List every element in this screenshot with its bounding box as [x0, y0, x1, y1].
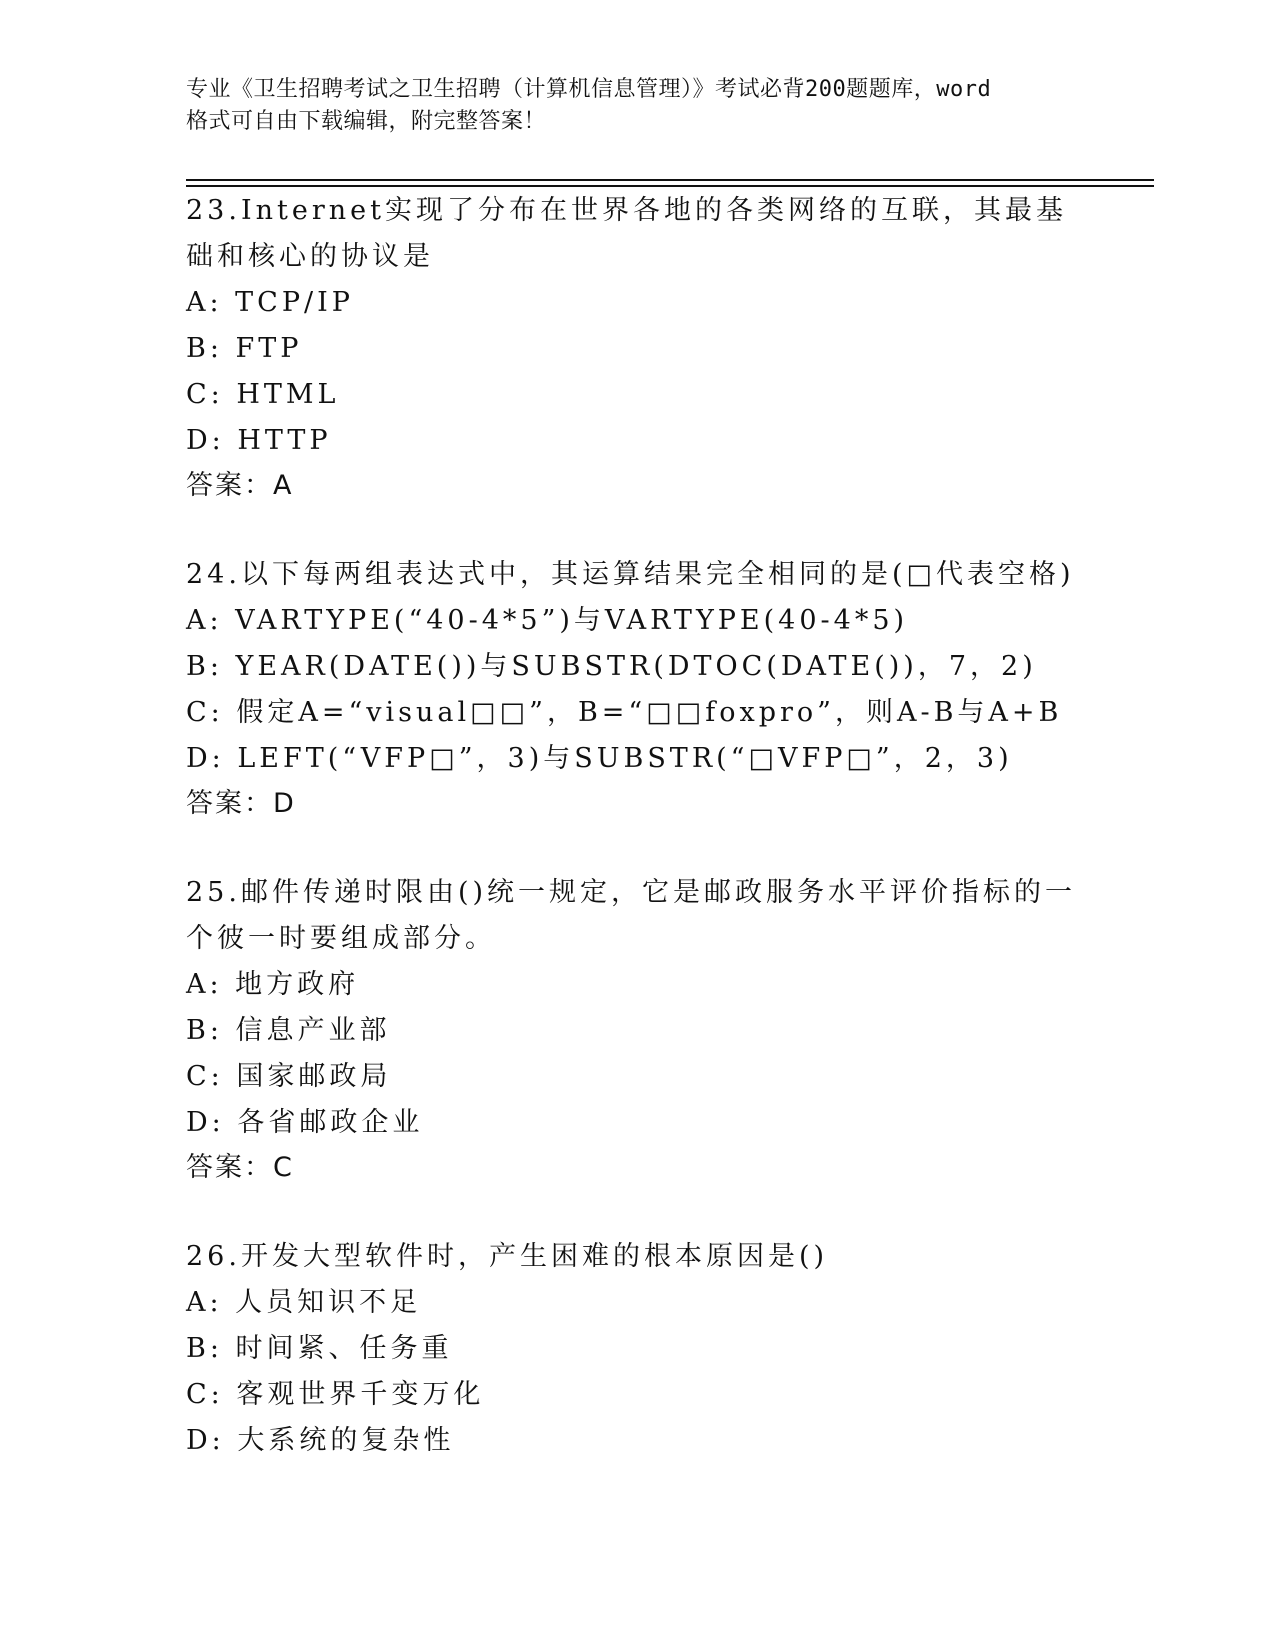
option-a: A: VARTYPE(“40-4*5”)与VARTYPE(40-4*5)	[186, 605, 909, 636]
option-a: A: 人员知识不足	[186, 1287, 422, 1318]
option-b: B: 时间紧、任务重	[186, 1333, 453, 1364]
header-line-2: 格式可自由下载编辑，附完整答案！	[186, 109, 547, 134]
option-c: C: 客观世界千变万化	[186, 1379, 485, 1410]
option-a: A: 地方政府	[186, 969, 360, 1000]
header-line-1: 专业《卫生招聘考试之卫生招聘（计算机信息管理）》考试必背200题题库，word	[186, 77, 992, 102]
answer: 答案：A	[186, 470, 294, 501]
header-rule-top	[186, 179, 1154, 181]
answer: 答案：D	[186, 788, 296, 819]
question-stem: 25.邮件传递时限由()统一规定，它是邮政服务水平评价指标的一个彼一时要组成部分。	[186, 877, 1077, 954]
option-d: D: HTTP	[186, 425, 332, 456]
option-c: C: 国家邮政局	[186, 1061, 392, 1092]
option-d: D: LEFT(“VFP□”，3)与SUBSTR(“□VFP□”，2，3)	[186, 743, 1013, 774]
question-stem: 26.开发大型软件时，产生困难的根本原因是()	[186, 1241, 829, 1272]
option-d: D: 大系统的复杂性	[186, 1425, 455, 1456]
option-b: B: FTP	[186, 333, 303, 364]
option-c: C: 假定A=“visual□□”，B=“□□foxpro”，则A-B与A+B	[186, 697, 1063, 728]
question-25	[186, 870, 1086, 1234]
option-b: B: YEAR(DATE())与SUBSTR(DTOC(DATE())，7，2)	[186, 651, 1037, 682]
question-stem: 23.Internet实现了分布在世界各地的各类网络的互联，其最基础和核心的协议是	[186, 195, 1067, 272]
document-header	[186, 74, 1086, 138]
question-spacer	[186, 508, 1086, 552]
question-spacer	[186, 826, 1086, 870]
question-26	[186, 1234, 1086, 1464]
question-stem: 24.以下每两组表达式中，其运算结果完全相同的是(□代表空格)	[186, 559, 1075, 590]
option-c: C: HTML	[186, 379, 340, 410]
option-a: A: TCP/IP	[186, 287, 354, 318]
question-spacer	[186, 1190, 1086, 1234]
option-d: D: 各省邮政企业	[186, 1107, 424, 1138]
question-24	[186, 552, 1086, 870]
answer: 答案：C	[186, 1152, 294, 1183]
question-list	[186, 188, 1086, 1464]
question-23	[186, 188, 1086, 552]
header-rule-bottom	[186, 185, 1154, 187]
option-b: B: 信息产业部	[186, 1015, 391, 1046]
